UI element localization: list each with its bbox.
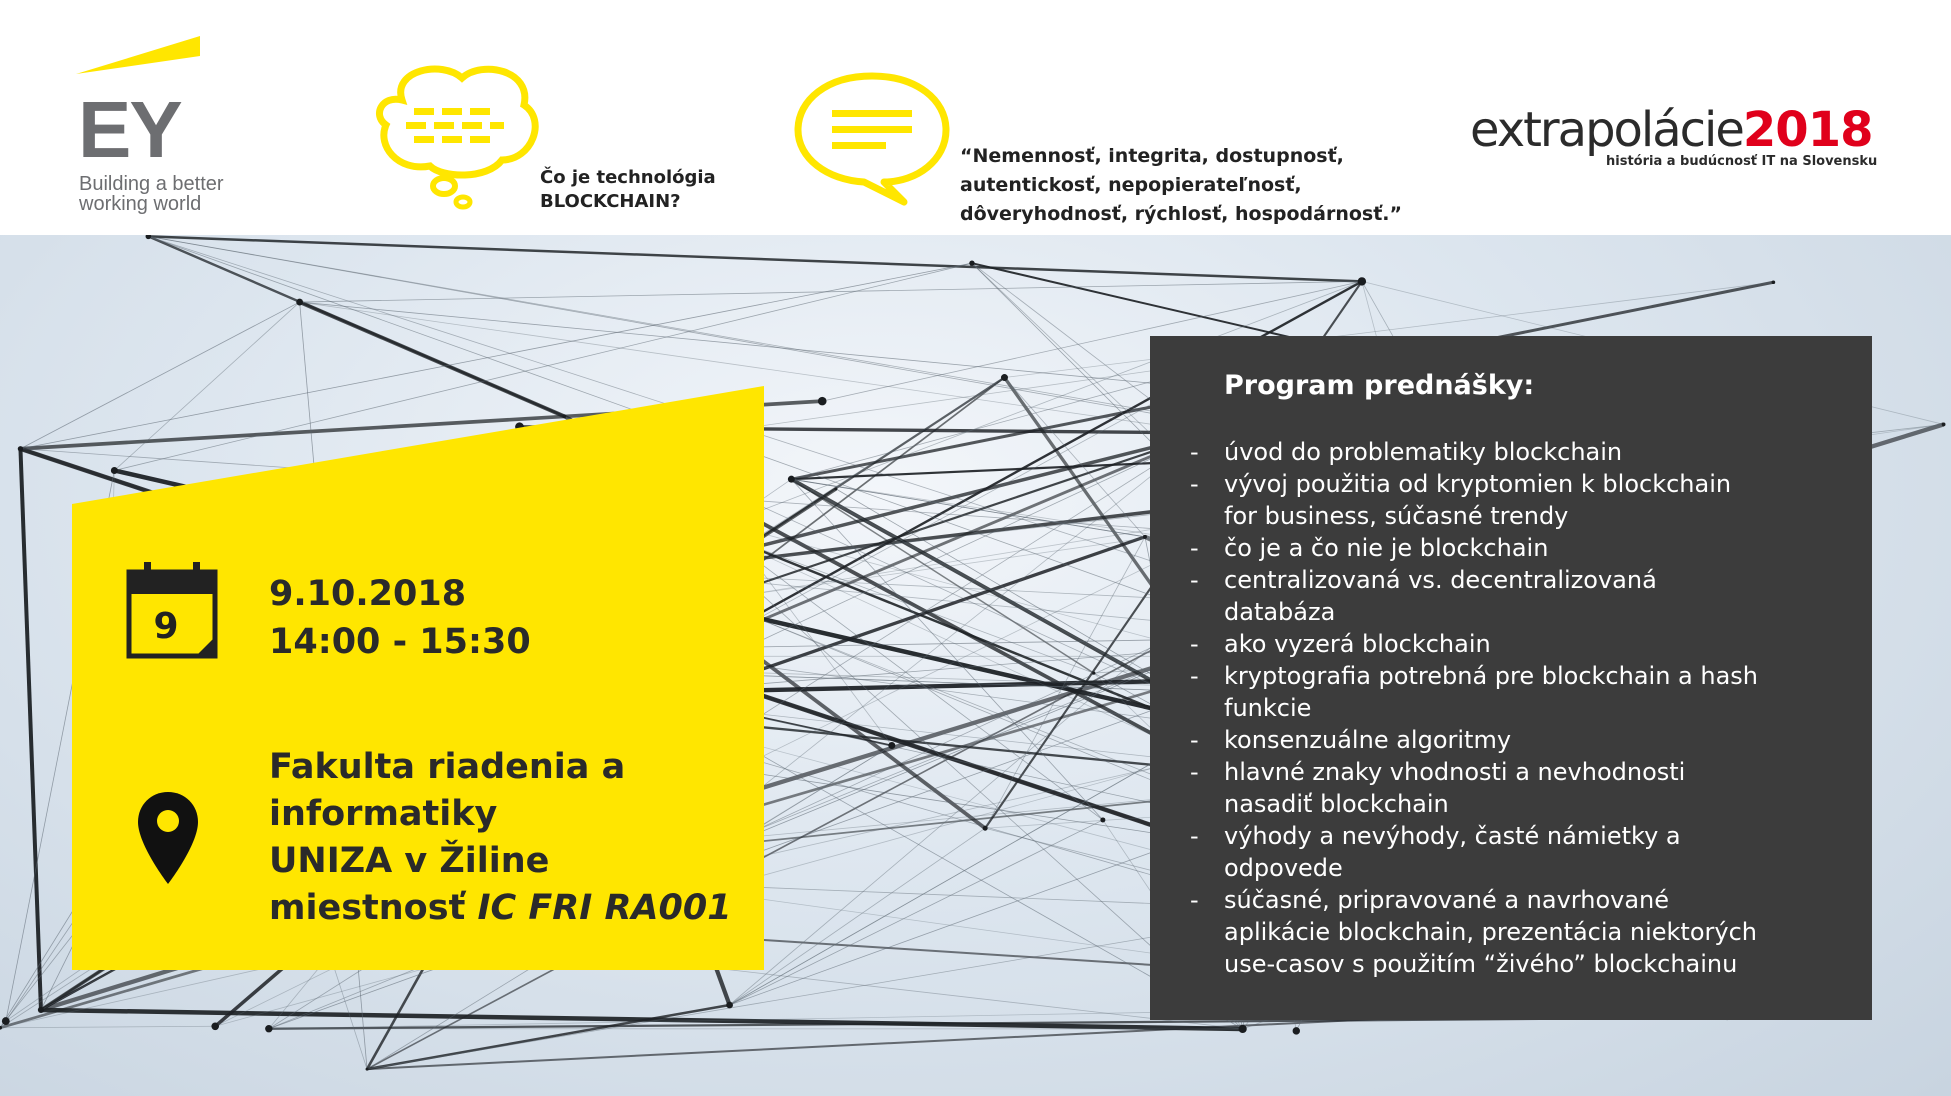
program-item-text: use-casov s použitím “živého” blockchainu [1224,950,1738,978]
program-list-item [1190,532,1860,564]
network-node [983,826,988,831]
network-line-thin [300,281,1362,302]
list-bullet: - [1190,470,1199,498]
program-title: Program prednášky: [1224,370,1535,401]
network-node [1143,535,1147,539]
quote-line: autentickosť, nepopierateľnosť, [960,174,1302,196]
venue-room-prefix: miestnosť [269,888,466,928]
program-item-text: hlavné znaky vhodnosti a nevhodnosti [1224,758,1686,786]
list-bullet: - [1190,566,1199,594]
thought-bubble-icon [372,60,542,210]
quote-line: “Nemennosť, integrita, dostupnosť, [960,145,1344,167]
network-node [1772,280,1776,284]
question-line: BLOCKCHAIN? [540,191,681,212]
network-node [818,397,827,406]
network-node [788,476,795,483]
program-item-text: centralizovaná vs. decentralizovaná [1224,566,1657,594]
program-item-text: funkcie [1224,694,1312,722]
network-node [1001,374,1008,381]
network-line-thin [0,1026,215,1027]
program-list-item [1190,564,1860,628]
program-item-text: odpovede [1224,854,1343,882]
ey-logo-letters: EY [78,85,181,174]
network-line-thin [1004,378,1144,537]
program-list-item [1190,660,1860,724]
network-node [1239,1025,1247,1033]
extrapolacie-wordmark [1470,102,1873,158]
program-list-item [1190,820,1860,884]
network-line-thin [148,236,299,302]
event-info-panel [72,386,764,970]
list-bullet: - [1190,886,1199,914]
program-item-text: vývoj použitia od kryptomien k blockchain [1224,470,1732,498]
extrapolacie-subtitle: história a budúcnosť IT na Slovensku [1606,154,1878,169]
network-line-thin [730,820,1103,1005]
network-node [834,487,837,490]
program-item-text: výhody a nevýhody, časté námietky a [1224,822,1681,850]
quote-line: dôveryhodnosť, rýchlosť, hospodárnosť.” [960,203,1403,225]
network-node [146,235,152,239]
network-line [20,449,41,1010]
venue-room-line [269,885,732,932]
ey-beam-icon [76,36,206,76]
program-list-item [1190,436,1860,468]
quote-text [960,142,1402,229]
program-item-text: nasadiť blockchain [1224,790,1449,818]
header-bar [0,0,1951,235]
ey-logo [76,36,306,226]
program-list [1190,436,1860,980]
program-list-item [1190,628,1860,660]
network-line [148,236,1362,281]
program-item-text: čo je a čo nie je blockchain [1224,534,1549,562]
network-node [888,742,895,749]
list-bullet: - [1190,630,1199,658]
program-item-text: aplikácie blockchain, prezentácia niektorých [1224,918,1757,946]
speech-bubble-icon [792,70,952,210]
network-node [211,1022,219,1030]
venue-line: UNIZA v Žiline [269,841,550,881]
question-text [540,166,716,214]
network-node [2,1017,10,1025]
program-list-item [1190,724,1860,756]
event-venue [269,744,732,932]
list-bullet: - [1190,758,1199,786]
calendar-day: 9 [153,606,179,647]
venue-line: Fakulta riadenia a [269,747,626,787]
network-node [18,446,23,451]
list-bullet: - [1190,438,1199,466]
list-bullet: - [1190,534,1199,562]
network-node [726,1002,733,1009]
network-node [969,260,974,265]
network-node [38,1007,44,1013]
program-item-text: for business, súčasné trendy [1224,502,1569,530]
network-node [296,299,303,306]
program-item-text: súčasné, pripravované a navrhované [1224,886,1670,914]
event-datetime [269,570,531,666]
network-node [1092,671,1095,674]
network-node [1358,277,1366,285]
network-node [1100,817,1105,822]
network-node [1942,423,1946,427]
program-item-text: kryptografia potrebná pre blockchain a hash [1224,662,1759,690]
list-bullet: - [1190,822,1199,850]
venue-room: IC FRI RA001 [477,888,732,928]
program-item-text: databáza [1224,598,1336,626]
ey-tagline-line: Building a better [79,173,224,195]
extrapolacie-year: 2018 [1742,102,1873,158]
network-node [265,1025,272,1032]
network-node [1293,1027,1300,1034]
ey-tagline [79,174,224,214]
question-line: Čo je technológia [540,167,716,188]
ey-tagline-line: working world [79,193,202,215]
extrapolacie-word: extrapolácie [1470,102,1743,158]
event-date: 9.10.2018 [269,574,467,614]
network-node [366,1068,369,1071]
program-item-text: konsenzuálne algoritmy [1224,726,1512,754]
event-time: 14:00 - 15:30 [269,622,531,662]
program-item-text: úvod do problematiky blockchain [1224,438,1623,466]
program-list-item [1190,884,1860,980]
program-list-item [1190,756,1860,820]
calendar-icon [126,562,218,662]
program-panel [1150,336,1872,1020]
list-bullet: - [1190,726,1199,754]
program-list-item [1190,468,1860,532]
location-pin-icon [136,790,200,886]
extrapolacie-logo [1470,102,1880,182]
list-bullet: - [1190,662,1199,690]
venue-line: informatiky [269,794,498,834]
program-item-text: ako vyzerá blockchain [1224,630,1491,658]
